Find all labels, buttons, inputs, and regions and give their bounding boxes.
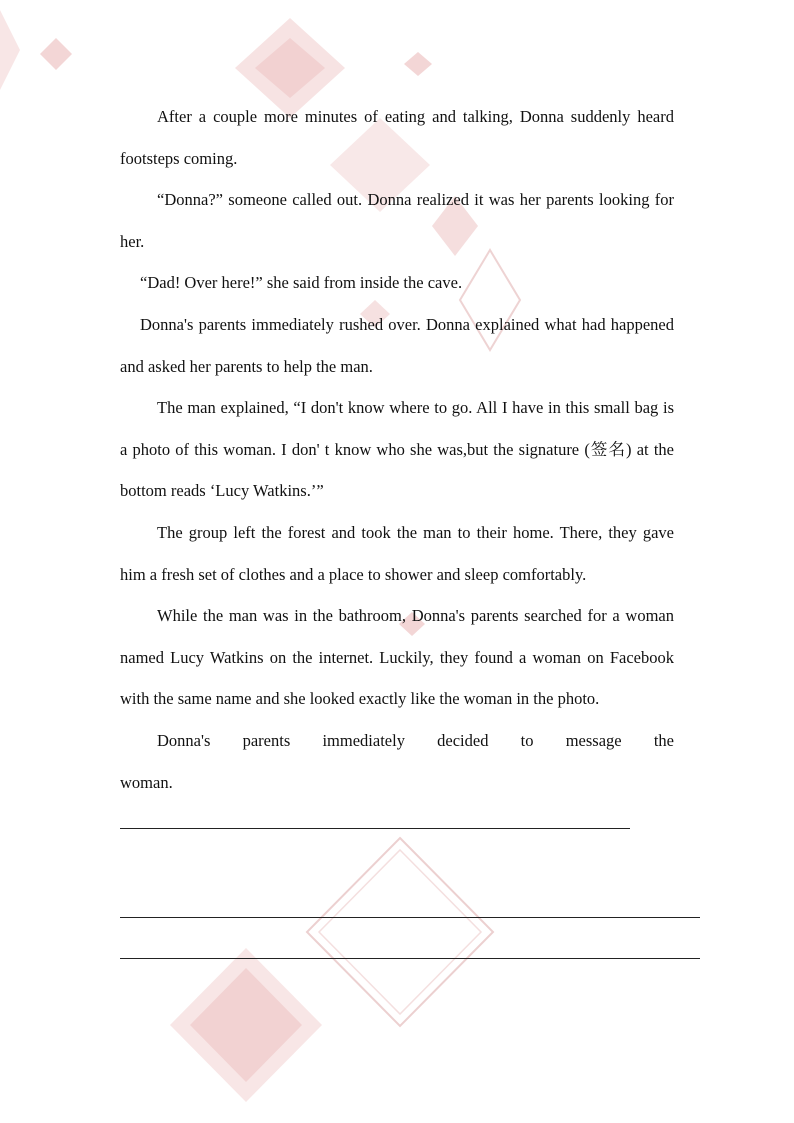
paragraph-6: The group left the forest and took the man to their home. There, they gave him a fresh set of clothes and a place to shower and sleep comfortably. (120, 522, 674, 584)
paragraph-7: While the man was in the bathroom, Donna's parents searched for a woman named Lucy Watkins on the internet. Luckily, they found a woman on Facebook with the same name and she looked exactly like the woman in the photo. (120, 606, 674, 709)
paragraph-2: “Donna?” someone called out. Donna realized it was her parents looking for her. (120, 190, 674, 251)
paragraph-3: “Dad! Over here!” she said from inside the cave. (140, 273, 463, 293)
writing-line (120, 958, 700, 959)
story-text (120, 96, 674, 845)
paragraph-1: After a couple more minutes of eating and talking, Donna suddenly heard footsteps coming. (120, 107, 674, 168)
prompt-end-text: woman. (120, 772, 173, 792)
continuation-prompt: Donna's parents immediately decided to message the (157, 730, 674, 750)
paragraph-4: Donna's parents immediately rushed over. Donna explained what had happened and asked her parents to help the man. (120, 314, 674, 376)
continuation-prompt-end (120, 762, 674, 845)
writing-line (120, 917, 700, 918)
writing-blank (120, 808, 630, 829)
paragraph-5: The man explained, “I don't know where to go. All I have in this small bag is a photo of this woman. I don' t know who she was,but the signature (签名) at the bottom reads ‘Lucy Watkins.’” (120, 398, 674, 501)
